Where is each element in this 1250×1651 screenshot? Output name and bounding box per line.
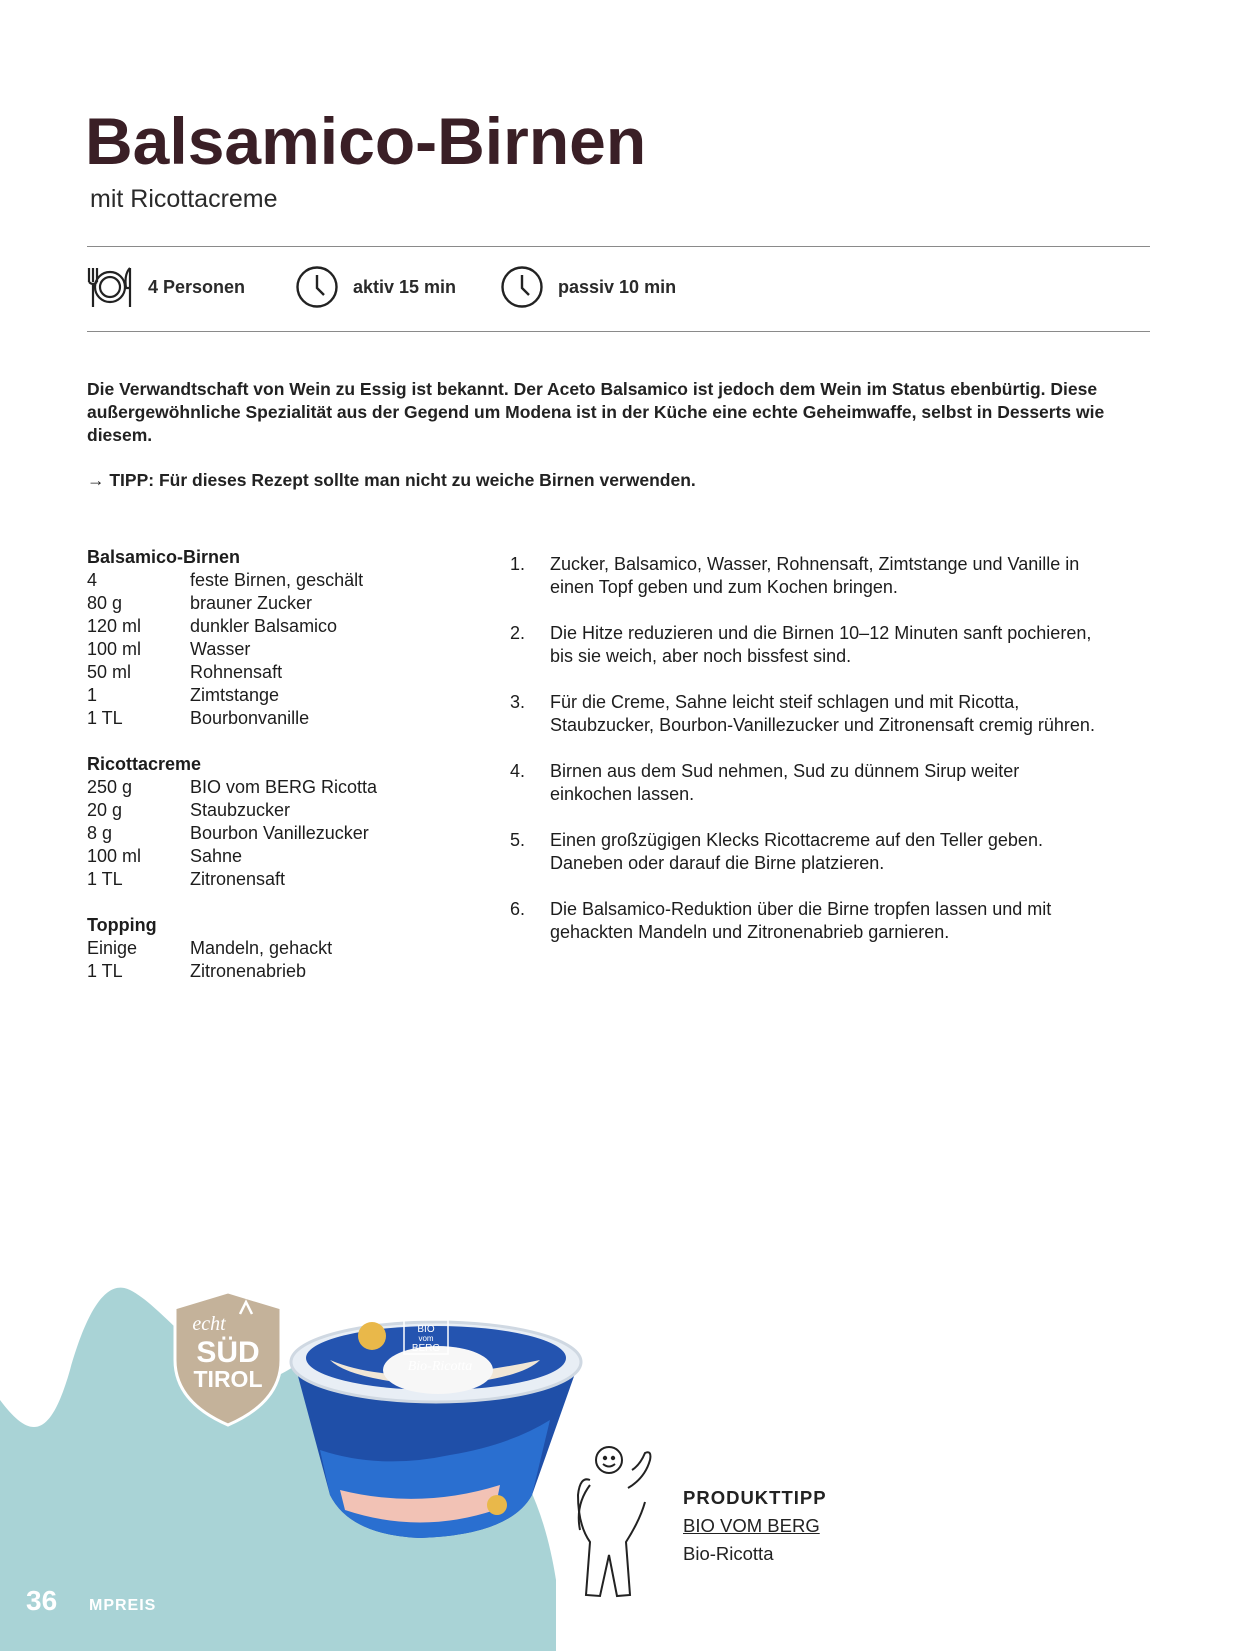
step-item [510,553,1110,599]
badge-line2: TIROL [193,1366,263,1392]
step-text: Zucker, Balsamico, Wasser, Rohnensaft, Zimtstange und Vanille in einen Topf geben und zum Kochen bringen. [550,554,1080,597]
servings-label: 4 Personen [148,276,246,297]
recipe-title: Balsamico-Birnen [85,104,647,178]
ingredient-quantity: 1 [87,685,98,705]
ingredient-name: Bourbon Vanillezucker [190,823,369,843]
ingredient-row [87,868,487,891]
ingredient-name: Bourbonvanille [190,708,310,728]
product-tip [683,1484,827,1568]
product-tip-product: Bio-Ricotta [683,1543,774,1564]
ingredient-quantity: 250 g [87,777,133,797]
ingredient-row [87,615,487,638]
divider-top [87,246,1150,247]
pack-brand-line1: BIO [417,1324,435,1335]
step-number: 3. [510,692,526,712]
ingredient-row [87,661,487,684]
ingredient-row [87,569,487,592]
ingredient-group [87,753,487,891]
ingredient-row [87,707,487,730]
clock-icon [500,265,544,309]
ingredient-quantity: 20 g [87,800,123,820]
ingredient-group [87,546,487,730]
pack-product-name: Bio-Ricotta [407,1359,473,1374]
steps-list [510,553,1110,967]
pack-brand-line2: vom [418,1334,434,1343]
ingredient-group-heading: Ricottacreme [87,754,202,774]
step-item [510,760,1110,806]
pack-brand-line3: BERG [411,1343,441,1354]
ingredient-row [87,845,487,868]
ingredient-name: feste Birnen, geschält [190,570,364,590]
step-text: Die Hitze reduzieren und die Birnen 10–12 Minuten sanft pochieren, bis sie weich, aber noch bissfest sind. [550,623,1092,666]
step-item [510,622,1110,668]
step-item [510,898,1110,944]
ingredient-group-heading: Balsamico-Birnen [87,547,241,567]
ingredient-quantity: 1 TL [87,961,123,981]
clock-icon [295,265,339,309]
ingredient-quantity: 120 ml [87,616,142,636]
ingredient-quantity: 4 [87,570,98,590]
ingredient-name: Rohnensaft [190,662,283,682]
ingredient-name: Zimtstange [190,685,280,705]
step-number: 6. [510,899,526,919]
active-time-info [295,262,456,312]
ingredient-row [87,592,487,615]
badge-line1: SÜD [196,1336,260,1369]
recipe-subtitle: mit Ricottacreme [90,185,278,213]
ingredient-name: Staubzucker [190,800,291,820]
ingredient-quantity: 80 g [87,593,123,613]
active-time-label: aktiv 15 min [353,276,457,297]
ingredient-quantity: 1 TL [87,869,123,889]
product-tip-brand-link[interactable]: BIO VOM BERG [683,1515,820,1536]
badge-script: echt [192,1313,226,1335]
ingredient-row [87,822,487,845]
ingredient-name: Zitronenabrieb [190,961,307,981]
ingredient-name: BIO vom BERG Ricotta [190,777,378,797]
ingredient-quantity: 50 ml [87,662,132,682]
product-tip-heading: PRODUKTTIPP [683,1487,827,1508]
passive-time-label: passiv 10 min [558,276,677,297]
step-number: 2. [510,623,526,643]
ingredient-row [87,684,487,707]
ingredient-row [87,799,487,822]
step-item [510,829,1110,875]
ingredient-row [87,776,487,799]
ingredient-name: Wasser [190,639,251,659]
ingredient-quantity: 8 g [87,823,113,843]
footer-brand-logo: MPREIS [89,1597,157,1614]
ingredient-quantity: 1 TL [87,708,123,728]
step-text: Birnen aus dem Sud nehmen, Sud zu dünnem Sirup weiter einkochen lassen. [550,761,1020,804]
step-text: Einen großzügigen Klecks Ricottacreme auf den Teller geben. Daneben oder darauf die Birne platzieren. [550,830,1043,873]
step-number: 4. [510,761,526,781]
ingredient-quantity: 100 ml [87,846,142,866]
ingredient-group-heading: Topping [87,915,157,935]
plate-cutlery-icon [86,264,134,310]
mascot-figure [578,1447,650,1596]
ingredient-row [87,638,487,661]
step-text: Für die Creme, Sahne leicht steif schlagen und mit Ricotta, Staubzucker, Bourbon-Vanillezucker und Zitronensaft cremig rühren. [550,692,1095,735]
servings-info [86,262,245,312]
bottom-illustration [0,1280,860,1651]
step-number: 1. [510,554,526,574]
step-number: 5. [510,830,526,850]
step-item [510,691,1110,737]
page-number: 36 [26,1585,58,1616]
ingredient-row [87,937,487,960]
ingredient-quantity: 100 ml [87,639,142,659]
step-text: Die Balsamico-Reduktion über die Birne tropfen lassen und mit gehackten Mandeln und Zitronenabrieb garnieren. [550,899,1052,942]
intro-text: Die Verwandtschaft von Wein zu Essig ist bekannt. Der Aceto Balsamico ist jedoch dem Wein im Status ebenbürtig. Diese außergewöhnliche Spezialität aus der Gegend um Modena ist in der Küche eine echte Geheimwaffe, selbst in Desserts wie diesem. [87,379,1105,445]
ingredient-name: brauner Zucker [190,593,313,613]
ingredient-group [87,914,487,983]
ingredient-name: Mandeln, gehackt [190,938,333,958]
ingredient-name: dunkler Balsamico [190,616,338,636]
ingredient-row [87,960,487,983]
tip-text: → TIPP: Für dieses Rezept sollte man nicht zu weiche Birnen verwenden. [87,470,696,490]
ingredient-quantity: Einige [87,938,138,958]
ingredients-list [87,546,487,1006]
ingredient-name: Sahne [190,846,243,866]
ingredient-name: Zitronensaft [190,869,286,889]
divider-bottom [87,331,1150,332]
passive-time-info [500,262,676,312]
